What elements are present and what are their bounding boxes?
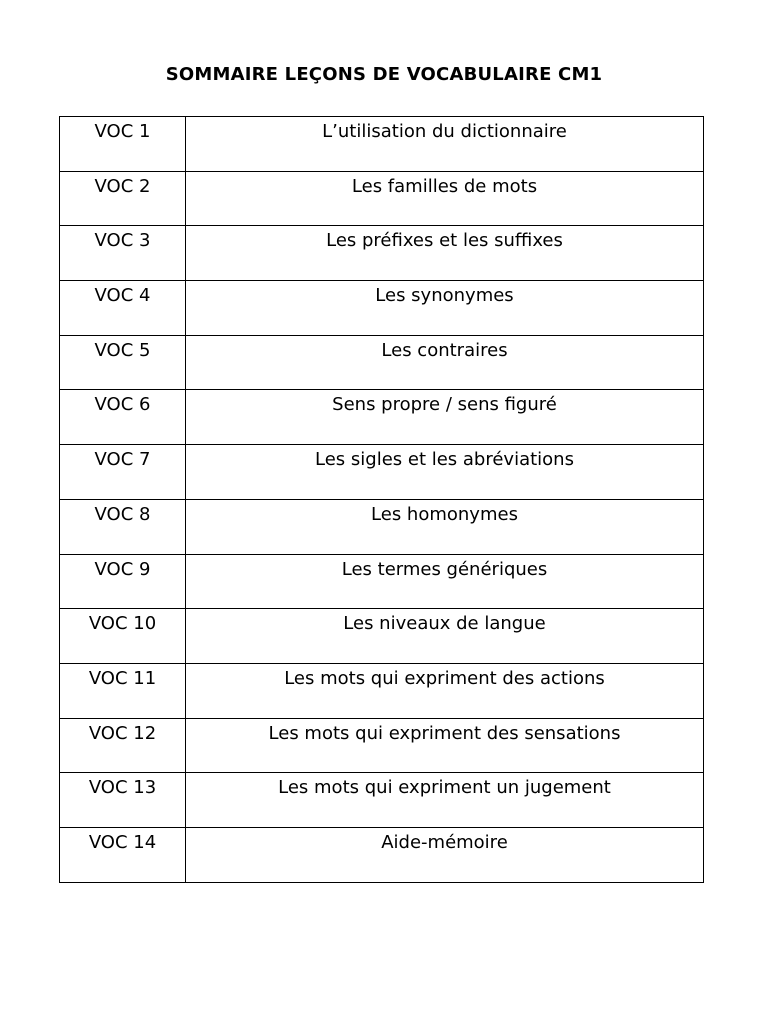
lesson-title: Aide-mémoire [381, 831, 508, 853]
table-row [60, 827, 704, 882]
lesson-code: VOC 1 [94, 121, 151, 142]
lesson-code: VOC 3 [94, 230, 151, 252]
lesson-code-cell [60, 773, 186, 828]
lesson-title: Les niveaux de langue [343, 613, 546, 635]
lesson-code: VOC 13 [88, 777, 157, 799]
lesson-title: Les mots qui expriment des actions [284, 667, 605, 689]
table-row [60, 773, 704, 828]
table-row [60, 718, 704, 773]
lesson-code-cell [60, 718, 186, 773]
lesson-title-cell [186, 390, 704, 445]
lesson-title: Les sigles et les abréviations [315, 449, 574, 471]
lesson-code: VOC 11 [88, 667, 157, 689]
lesson-code: VOC 5 [94, 339, 151, 361]
page-title: SOMMAIRE LEÇONS DE VOCABULAIRE CM1 [165, 64, 603, 85]
lesson-title-cell [186, 171, 704, 226]
table-row [60, 117, 704, 172]
lesson-code: VOC 9 [94, 558, 151, 580]
table-row [60, 663, 704, 718]
lesson-title-cell [186, 281, 704, 336]
lesson-code-cell [60, 171, 186, 226]
table-row [60, 226, 704, 281]
table-row [60, 171, 704, 226]
lesson-code: VOC 2 [94, 175, 151, 197]
lesson-title-cell [186, 773, 704, 828]
lesson-title-cell [186, 663, 704, 718]
lesson-title-cell [186, 117, 704, 172]
lesson-title-cell [186, 226, 704, 281]
lesson-title-cell [186, 827, 704, 882]
lesson-code: VOC 12 [88, 722, 157, 744]
lesson-title-cell [186, 609, 704, 664]
lesson-title: Les mots qui expriment des sensations [268, 722, 621, 744]
table-row [60, 335, 704, 390]
table-row [60, 390, 704, 445]
lesson-code-cell [60, 609, 186, 664]
lesson-code: VOC 8 [94, 503, 151, 525]
lesson-code: VOC 7 [94, 449, 151, 471]
lesson-code-cell [60, 827, 186, 882]
table-row [60, 609, 704, 664]
lesson-title: Les contraires [381, 339, 508, 361]
lesson-code-cell [60, 281, 186, 336]
lesson-code-cell [60, 335, 186, 390]
lesson-title-cell [186, 554, 704, 609]
table-row [60, 281, 704, 336]
lesson-code-cell [60, 390, 186, 445]
lesson-title: L’utilisation du dictionnaire [322, 121, 567, 142]
table-row [60, 445, 704, 500]
lesson-title: Les familles de mots [351, 175, 538, 197]
lesson-code-cell [60, 663, 186, 718]
lesson-title: Sens propre / sens figuré [332, 394, 557, 416]
lesson-title-cell [186, 445, 704, 500]
lesson-code-cell [60, 445, 186, 500]
lesson-title: Les préfixes et les suffixes [326, 230, 563, 252]
lesson-title-cell [186, 499, 704, 554]
lesson-title: Les mots qui expriment un jugement [278, 777, 611, 799]
lesson-code: VOC 4 [94, 285, 151, 307]
lessons-table [59, 116, 704, 883]
lesson-code: VOC 6 [94, 394, 151, 416]
lesson-code-cell [60, 226, 186, 281]
lesson-code-cell [60, 499, 186, 554]
lesson-title-cell [186, 335, 704, 390]
table-row [60, 554, 704, 609]
lesson-title-cell [186, 718, 704, 773]
lesson-title: Les synonymes [375, 285, 514, 307]
table-row [60, 499, 704, 554]
lesson-code: VOC 10 [88, 613, 157, 635]
lesson-title: Les homonymes [371, 503, 518, 525]
lesson-code-cell [60, 554, 186, 609]
lesson-code: VOC 14 [88, 831, 157, 853]
lesson-title: Les termes génériques [341, 558, 548, 580]
lesson-code-cell [60, 117, 186, 172]
